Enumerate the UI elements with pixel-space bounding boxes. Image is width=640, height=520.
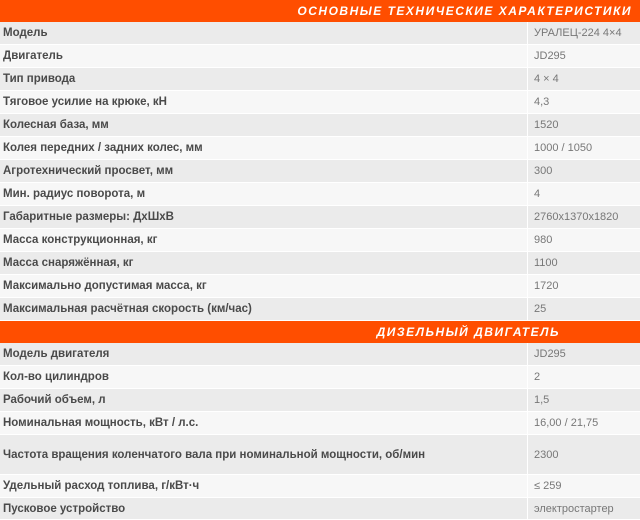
- row-label: Мин. радиус поворота, м: [0, 183, 528, 205]
- table-row: [0, 45, 640, 68]
- row-label: Удельный расход топлива, г/кВт·ч: [0, 475, 528, 497]
- row-label: Габаритные размеры: ДхШхВ: [0, 206, 528, 228]
- table-row: [0, 366, 640, 389]
- row-label: Масса конструкционная, кг: [0, 229, 528, 251]
- row-label: Масса снаряжённая, кг: [0, 252, 528, 274]
- section-header-diesel-engine: [0, 321, 640, 343]
- row-value: 2: [534, 371, 541, 383]
- table-row: [0, 137, 640, 160]
- row-label: Кол-во цилиндров: [0, 366, 528, 388]
- row-value: электростартер: [534, 502, 614, 515]
- row-label: Максимально допустимая масса, кг: [0, 275, 528, 297]
- row-value: 25: [534, 303, 547, 315]
- row-value: 1100: [534, 257, 558, 269]
- table-row: [0, 275, 640, 298]
- table-row: [0, 114, 640, 137]
- section-header-main-specs: [0, 0, 640, 22]
- row-value: 1000 / 1050: [534, 142, 593, 154]
- row-label: Колесная база, мм: [0, 114, 528, 136]
- table-row: [0, 389, 640, 412]
- row-value: 2760х1370х1820: [534, 211, 619, 223]
- table-row: [0, 206, 640, 229]
- table-row: [0, 229, 640, 252]
- table-row: [0, 498, 640, 520]
- table-row: [0, 343, 640, 366]
- row-label: Агротехнический просвет, мм: [0, 160, 528, 182]
- row-value: JD295: [534, 348, 566, 360]
- table-row: [0, 412, 640, 435]
- table-row: [0, 68, 640, 91]
- row-value: 4 × 4: [534, 73, 559, 85]
- row-label: Рабочий объем, л: [0, 389, 528, 411]
- row-value: 1,5: [534, 394, 550, 406]
- row-value: 2300: [534, 448, 559, 461]
- row-value: 1520: [534, 119, 559, 131]
- table-row: [0, 183, 640, 206]
- row-label: Пусковое устройство: [0, 498, 528, 519]
- table-row: [0, 22, 640, 45]
- table-row: [0, 298, 640, 321]
- table-row: [0, 91, 640, 114]
- row-label: Двигатель: [0, 45, 528, 67]
- row-label: Тяговое усилие на крюке, кН: [0, 91, 528, 113]
- row-value: 16,00 / 21,75: [534, 417, 599, 429]
- section-title: ОСНОВНЫЕ ТЕХНИЧЕСКИЕ ХАРАКТЕРИСТИКИ: [297, 4, 632, 18]
- row-label: Тип привода: [0, 68, 528, 90]
- row-value: JD295: [534, 50, 566, 62]
- table-row: [0, 475, 640, 498]
- row-label: Колея передних / задних колес, мм: [0, 137, 528, 159]
- table-row: [0, 252, 640, 275]
- row-label: Максимальная расчётная скорость (км/час): [0, 298, 528, 320]
- row-label: Модель: [0, 22, 528, 44]
- table-row: [0, 435, 640, 475]
- row-value: 980: [534, 234, 553, 246]
- row-value: ≤ 259: [534, 480, 562, 492]
- table-row: [0, 160, 640, 183]
- row-value: УРАЛЕЦ-224 4×4: [534, 27, 622, 39]
- section-title: ДИЗЕЛЬНЫЙ ДВИГАТЕЛЬ: [376, 325, 560, 339]
- row-value: 1720: [534, 280, 559, 292]
- row-label: Номинальная мощность, кВт / л.с.: [0, 412, 528, 434]
- row-label: Модель двигателя: [0, 343, 528, 365]
- row-value: 4: [534, 188, 541, 200]
- row-value: 4,3: [534, 96, 550, 108]
- row-label: Частота вращения коленчатого вала при номинальной мощности, об/мин: [0, 435, 528, 474]
- row-value: 300: [534, 165, 553, 177]
